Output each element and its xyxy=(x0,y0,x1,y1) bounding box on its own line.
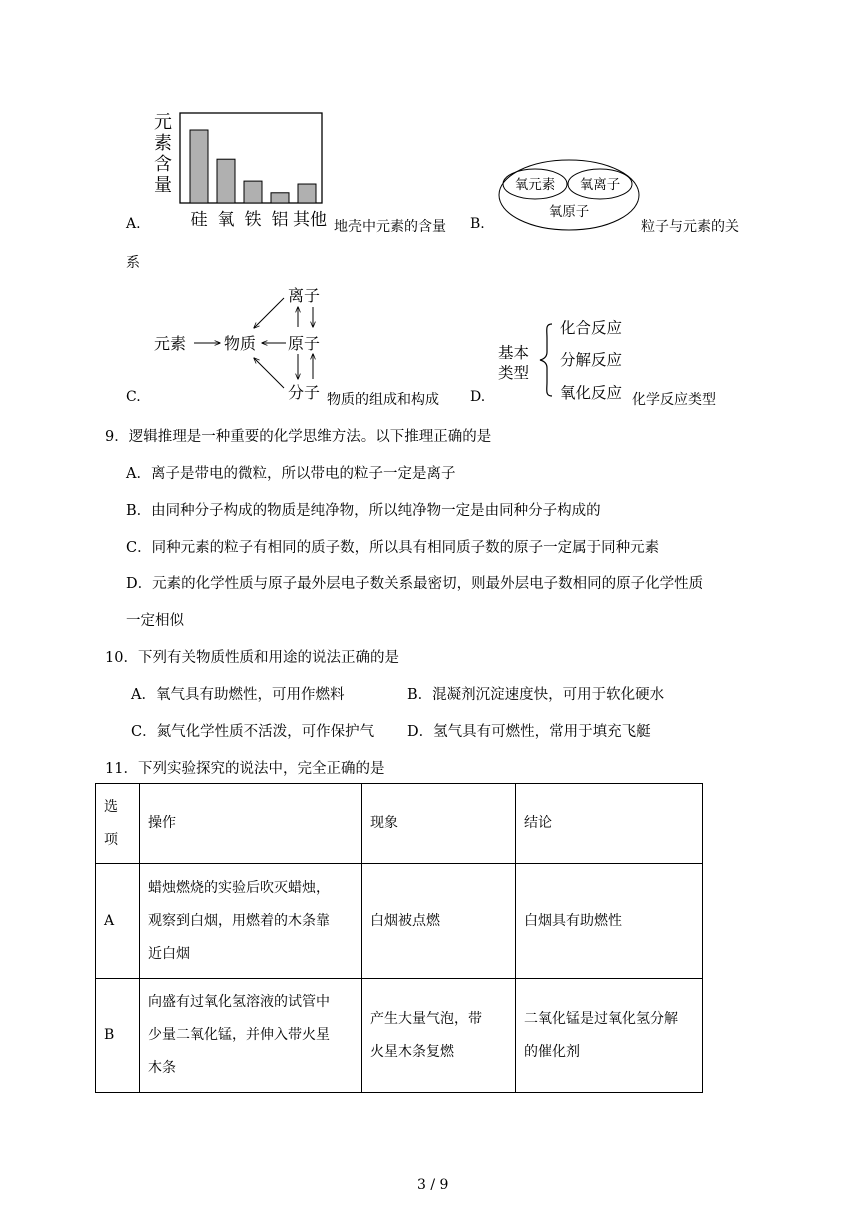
xlabel-铁: 铁 xyxy=(244,210,262,230)
q9-option-d-line2: 一定相似 xyxy=(126,613,184,629)
arrow-ion-substance xyxy=(254,298,284,328)
q10-option-b: B．混凝剂沉淀速度快，可用于软化硬水 xyxy=(407,687,665,703)
q10-option-a: A．氧气具有助燃性，可用作燃料 xyxy=(131,687,345,703)
matter-composition-diagram xyxy=(150,282,330,407)
figure-d-caption: 化学反应类型 xyxy=(632,392,716,408)
oxygen-atom-label: 氧原子 xyxy=(548,204,590,220)
basic-label-line2: 类型 xyxy=(498,364,530,382)
arrow-molecule-substance xyxy=(254,358,284,388)
q9-option-d-line1: D．元素的化学性质与原子最外层电子数关系最密切，则最外层电子数相同的原子化学性质 xyxy=(126,576,704,592)
reaction-types-diagram xyxy=(496,310,636,405)
q9-option-a: A．离子是带电的微粒，所以带电的粒子一定是离子 xyxy=(126,466,456,482)
table-header-row xyxy=(96,784,703,864)
table-row xyxy=(96,979,703,1093)
element-label: 元素 xyxy=(154,334,187,353)
option-b-letter: B. xyxy=(470,216,485,232)
bar-硅 xyxy=(190,130,208,203)
brace xyxy=(540,324,552,396)
bar-铝 xyxy=(271,193,289,203)
xlabel-其他: 其他 xyxy=(293,210,327,230)
bar-铁 xyxy=(244,181,262,203)
oxygen-ion-label: 氧离子 xyxy=(579,177,621,193)
option-c-letter: C. xyxy=(126,389,141,405)
molecule-label: 分子 xyxy=(288,383,321,402)
row-b-option: B xyxy=(96,979,140,1093)
q11-stem: 11．下列实验探究的说法中，完全正确的是 xyxy=(105,761,385,777)
header-conclusion: 结论 xyxy=(516,784,703,864)
q9-option-b: B．由同种分子构成的物质是纯净物，所以纯净物一定是由同种分子构成的 xyxy=(126,503,601,519)
header-phenomenon: 现象 xyxy=(362,784,516,864)
q9-stem: 9．逻辑推理是一种重要的化学思维方法。以下推理正确的是 xyxy=(105,429,492,445)
header-option: 选 项 xyxy=(96,784,140,864)
figure-c-caption: 物质的组成和构成 xyxy=(327,392,439,408)
ion-label: 离子 xyxy=(288,286,321,305)
figure-b-caption-wrap: 系 xyxy=(126,255,140,271)
page-number: 3 / 9 xyxy=(417,1177,449,1193)
row-a-phenomenon: 白烟被点燃 xyxy=(362,864,516,979)
option-a-letter: A. xyxy=(126,216,141,232)
basic-label-line1: 基本 xyxy=(498,344,530,362)
ylabel-char: 量 xyxy=(154,175,172,196)
oxidation-reaction: 氧化反应 xyxy=(560,384,623,402)
ylabel-char: 元 xyxy=(154,112,172,133)
element-content-bar-chart xyxy=(150,108,335,233)
row-b-phenomenon: 产生大量气泡，带 火星木条复燃 xyxy=(362,979,516,1093)
oxygen-element-label: 氧元素 xyxy=(514,177,556,193)
decomposition-reaction: 分解反应 xyxy=(560,351,623,369)
xlabel-硅: 硅 xyxy=(190,210,208,230)
bar-其他 xyxy=(298,184,316,203)
figure-b-caption: 粒子与元素的关 xyxy=(641,219,739,235)
header-operation: 操作 xyxy=(140,784,362,864)
row-a-conclusion: 白烟具有助燃性 xyxy=(516,864,703,979)
q10-option-d: D．氢气具有可燃性，常用于填充飞艇 xyxy=(407,724,651,740)
atom-label: 原子 xyxy=(288,334,321,353)
row-b-conclusion: 二氧化锰是过氧化氢分解 的催化剂 xyxy=(516,979,703,1093)
q9-option-c: C．同种元素的粒子有相同的质子数，所以具有相同质子数的原子一定属于同种元素 xyxy=(126,540,660,556)
q10-option-c: C．氮气化学性质不活泼，可作保护气 xyxy=(131,724,375,740)
bar-氧 xyxy=(217,159,235,203)
particle-element-diagram xyxy=(497,158,643,232)
xlabel-铝: 铝 xyxy=(271,210,289,230)
q10-stem: 10．下列有关物质性质和用途的说法正确的是 xyxy=(105,650,399,666)
combination-reaction: 化合反应 xyxy=(560,319,623,337)
experiment-table xyxy=(95,783,703,1093)
row-a-option: A xyxy=(96,864,140,979)
row-a-operation: 蜡烛燃烧的实验后吹灭蜡烛， 观察到白烟，用燃着的木条靠 近白烟 xyxy=(140,864,362,979)
ylabel-char: 含 xyxy=(154,154,172,175)
xlabel-氧: 氧 xyxy=(217,210,235,230)
row-b-operation: 向盛有过氧化氢溶液的试管中 少量二氧化锰，并伸入带火星 木条 xyxy=(140,979,362,1093)
substance-label: 物质 xyxy=(224,334,257,353)
option-d-letter: D. xyxy=(470,389,486,405)
ylabel-char: 素 xyxy=(154,133,172,154)
table-row xyxy=(96,864,703,979)
figure-a-caption: 地壳中元素的含量 xyxy=(334,219,446,235)
chart-ylabel xyxy=(154,112,172,196)
